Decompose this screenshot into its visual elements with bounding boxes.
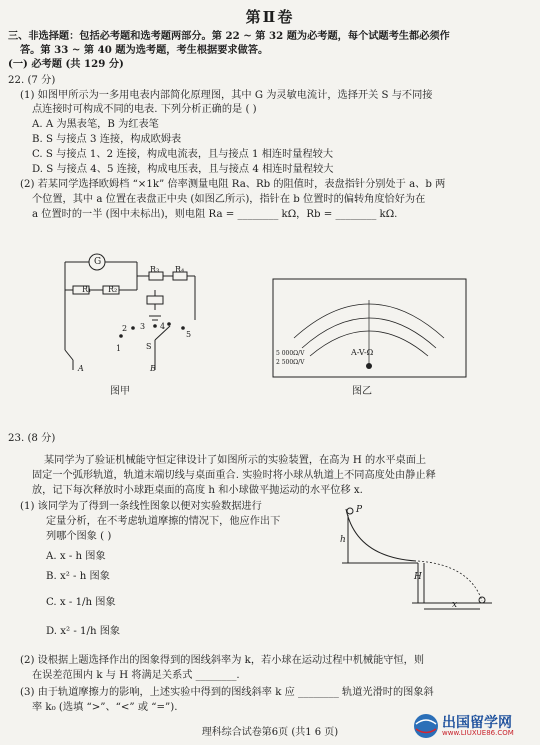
label-switch-s: S: [146, 342, 152, 351]
logo-url: www.LIUXUE86.COM: [442, 729, 514, 737]
q22-p1-line-1: (1) 如图甲所示为一多用电表内部简化原理图，其中 G 为灵敏电流计，选择开关 S 与不同接: [20, 90, 433, 101]
label-table-height: H: [414, 572, 422, 582]
label-point-p: P: [356, 505, 363, 515]
q22-p1-line-2: 点连接时可构成不同的电表. 下列分析正确的是 ( ): [32, 104, 257, 115]
figure-b-caption: 图乙: [352, 386, 372, 397]
q23-p2-line-1: (2) 设根据上题选择作出的图象得到的图线斜率为 k，若小球在运动过程中机械能守恒，则: [20, 655, 425, 666]
label-r4: R₄: [175, 265, 185, 274]
q23-option-c: C. x - 1/h 图象: [46, 597, 116, 608]
label-contact-3: 3: [140, 322, 146, 331]
q23-option-d: D. x² - 1/h 图象: [46, 626, 121, 637]
q22-option-b: B. S 与接点 3 连接，构成欧姆表: [32, 134, 182, 145]
q22-option-c: C. S 与接点 1、2 连接，构成电流表，且与接点 1 相连时量程较大: [32, 149, 334, 160]
meter-spec-2: 2 500Ω/V: [276, 359, 305, 366]
label-r2: R₂: [108, 285, 118, 294]
intro-line-2: 答。第 33 ~ 第 40 题为选考题，考生根据要求做答。: [20, 44, 269, 56]
q22-option-d: D. S 与接点 4、5 连接，构成电压表，且与接点 4 相连时量程较大: [32, 164, 334, 175]
q22-p2-line-2: 个位置，其中 a 位置在表盘正中央 (如图乙所示)，指针在 b 位置时的偏转角度恰好为在: [32, 194, 426, 205]
page-footer: 理科综合试卷第6页 (共1 6 页): [201, 727, 339, 738]
q22-option-a: A. A 为黑表笔，B 为红表笔: [32, 119, 159, 130]
meter-spec-1: 5 000Ω/V: [276, 350, 305, 357]
label-contact-1: 1: [116, 344, 122, 353]
label-terminal-a: A: [78, 364, 84, 373]
mandatory-heading: (一) 必考题 (共 129 分): [8, 58, 124, 70]
label-r1: R₁: [82, 285, 92, 294]
label-contact-5: 5: [186, 330, 192, 339]
q23-number: 23. (8 分): [8, 433, 56, 444]
label-r3: R₃: [150, 265, 160, 274]
label-terminal-b: B: [150, 364, 156, 373]
q23-p2-line-2: 在误差范围内 k 与 H 将满足关系式 ________.: [32, 670, 240, 681]
q23-option-b: B. x² - h 图象: [46, 571, 110, 582]
circuit-diagram: [45, 240, 205, 380]
q23-intro-line-3: 放，记下每次释放时小球距桌面的高度 h 和小球做平抛运动的水平位移 x.: [32, 485, 363, 496]
site-logo: [412, 712, 540, 741]
q23-p1-line-2: 定量分析，在不考虑轨道摩擦的情况下，他应作出下: [46, 516, 281, 527]
label-contact-4: 4: [160, 322, 166, 331]
q23-p1-line-1: (1) 该同学为了得到一条线性图象以便对实验数据进行: [20, 501, 262, 512]
logo-name: 出国留学网: [442, 715, 512, 731]
label-contact-2: 2: [122, 324, 128, 333]
q23-p1-line-3: 列哪个图象 ( ): [46, 531, 112, 542]
intro-line-1: 三、非选择题：包括必考题和选考题两部分。第 22 ~ 第 32 题为必考题，每个试题考生都必须作: [8, 30, 450, 42]
meter-brand: A-V-Ω: [351, 348, 374, 357]
q23-p3-line-2: 率 k₀ (选填 “>”、“<” 或 “=”).: [32, 702, 178, 713]
figure-a-caption: 图甲: [110, 386, 130, 397]
q22-p2-line-3: a 位置时的一半 (图中未标出)，则电阻 Ra = ________ kΩ，Rb = ________ kΩ.: [32, 209, 398, 220]
q23-p3-line-1: (3) 由于轨道摩擦力的影响，上述实验中得到的图线斜率 k 应 ________ 轨道光滑时的图象斜: [20, 687, 434, 698]
label-height-h: h: [340, 535, 346, 545]
track-diagram: [320, 505, 500, 620]
q23-option-a: A. x - h 图象: [46, 551, 106, 562]
q23-intro-line-2: 固定一个弧形轨道，轨道末端切线与桌面重合. 实验时将小球从轨道上不同高度处由静止释: [32, 470, 436, 481]
section-title: 第Ⅱ卷: [245, 8, 295, 26]
q22-p2-line-1: (2) 若某同学选择欧姆档 “×1k” 倍率测量电阻 Ra、Rb 的阻值时，表盘指针分别处于 a、b 两: [20, 179, 446, 190]
label-galvanometer: G: [94, 257, 102, 267]
label-distance-x: x: [452, 600, 458, 610]
q23-intro-line-1: 某同学为了验证机械能守恒定律设计了如图所示的实验装置，在高为 H 的水平桌面上: [44, 455, 427, 466]
q22-number: 22. (7 分): [8, 75, 56, 86]
